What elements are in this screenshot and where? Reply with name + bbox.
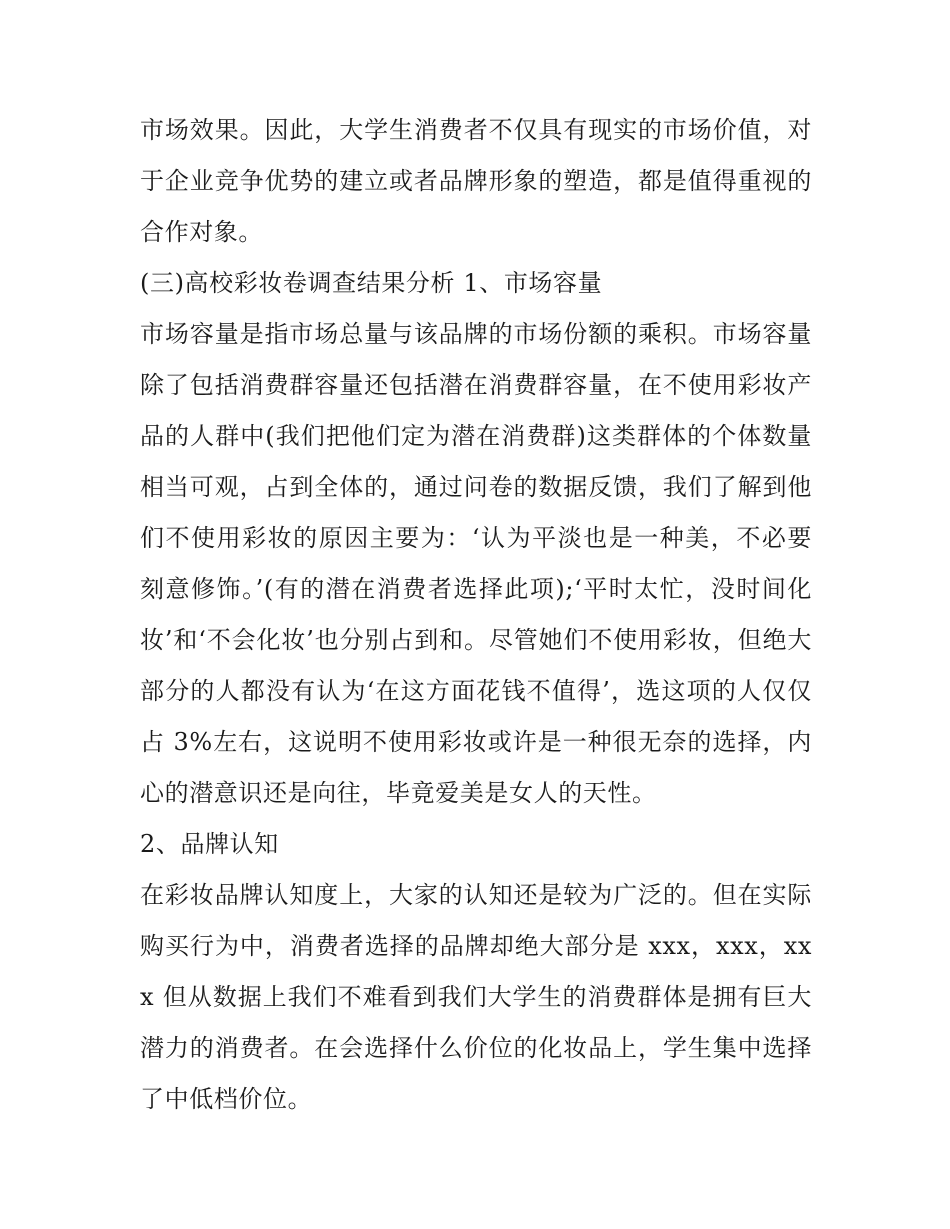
section-heading-survey-analysis: (三)高校彩妆卷调查结果分析 1、市场容量 [140, 269, 603, 297]
section-heading-brand-awareness: 2、品牌认知 [140, 830, 279, 858]
paragraph-market-capacity: 市场容量是指市场总量与该品牌的市场份额的乘积。市场容量除了包括消费群容量还包括潜在消费群容量，在不使用彩妆产品的人群中(我们把他们定为潜在消费群)这类群体的个体数量相当可观，占到全体的，通过问卷的数据反馈，我们了解到他们不使用彩妆的原因主要为：‘认为平淡也是一种美，不必要刻意修饰。’(有的潜在消费者选择此项);‘平时太忙，没时间化妆’和‘不会化妆’也分别占到和。尽管她们不使用彩妆，但绝大部分的人都没有认为‘在这方面花钱不值得’，选这项的人仅仅占 3%左右，这说明不使用彩妆或许是一种很无奈的选择，内心的潜意识还是向往，毕竟爱美是女人的天性。 [140, 320, 812, 807]
document-body [140, 105, 812, 1125]
paragraph-brand-awareness: 在彩妆品牌认知度上，大家的认知还是较为广泛的。但在实际购买行为中，消费者选择的品牌却绝大部分是 xxx，xxx，xxx 但从数据上我们不难看到我们大学生的消费群体是拥有巨大潜力的消费者。在会选择什么价位的化妆品上，学生集中选择了中低档价位。 [140, 881, 812, 1113]
paragraph-market-effect: 市场效果。因此，大学生消费者不仅具有现实的市场价值，对于企业竞争优势的建立或者品牌形象的塑造，都是值得重视的合作对象。 [140, 116, 812, 246]
